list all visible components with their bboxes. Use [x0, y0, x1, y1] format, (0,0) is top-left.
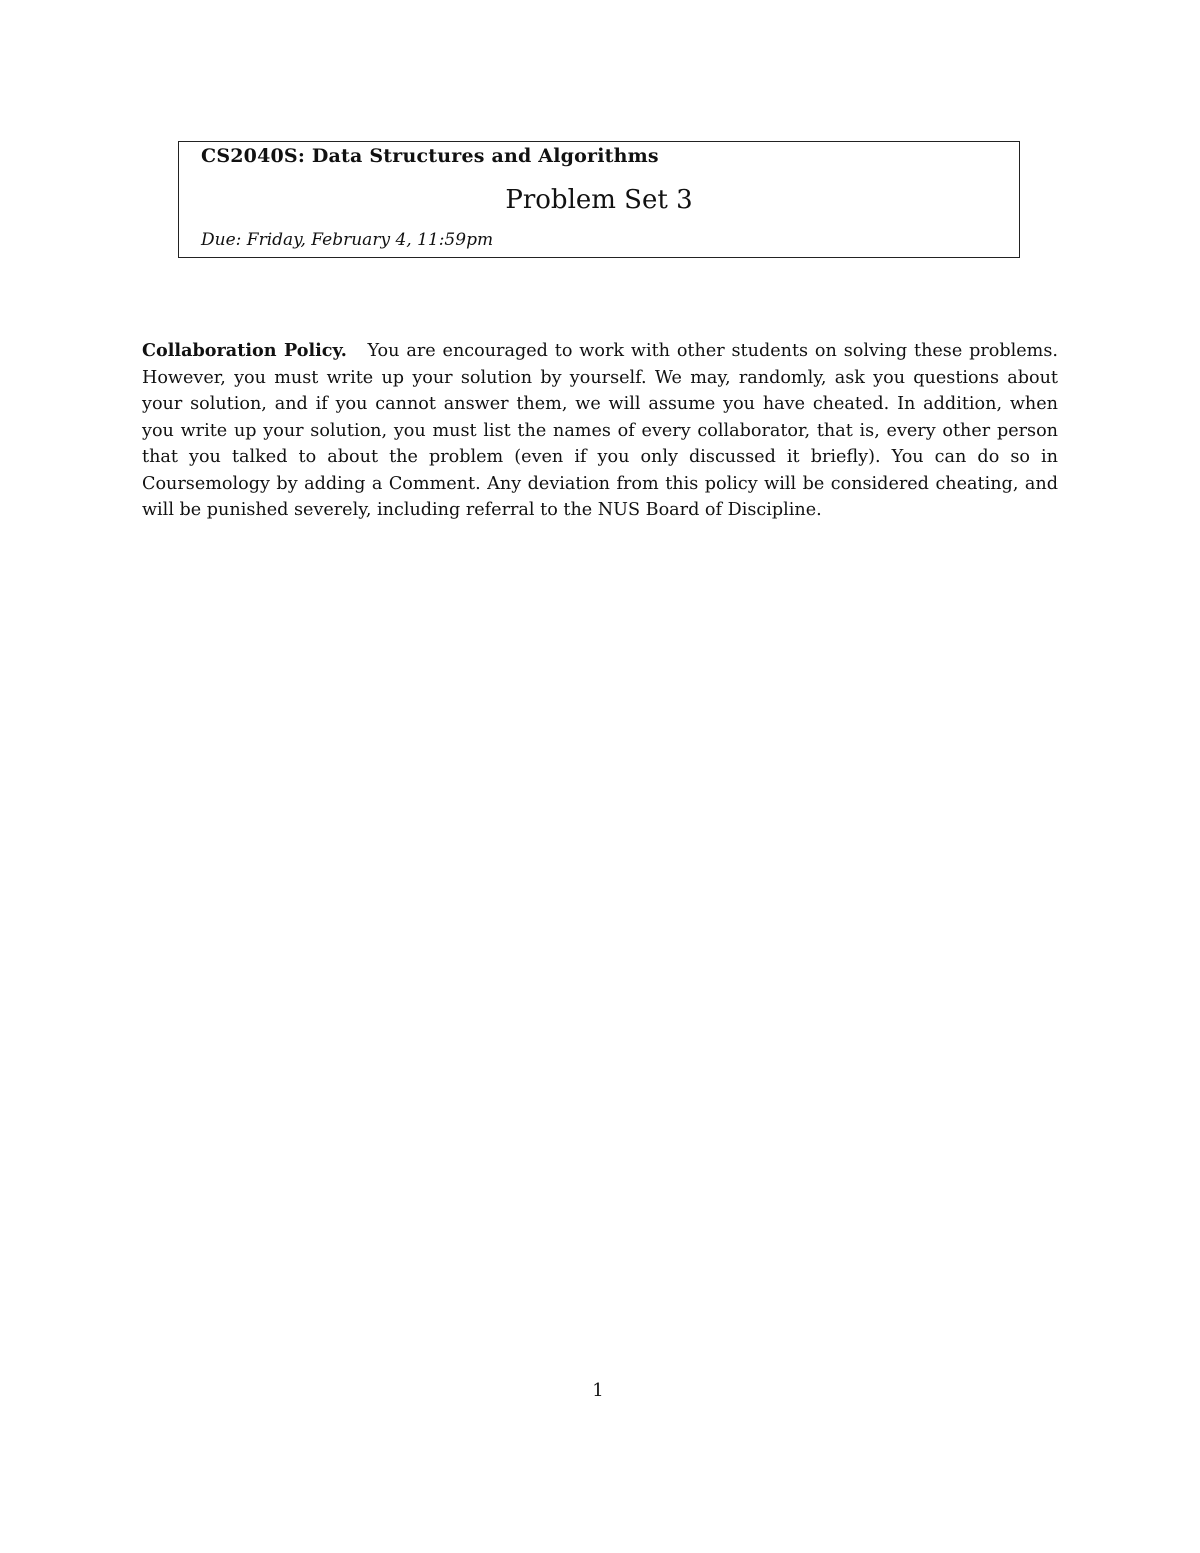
problem-set-title: Problem Set 3	[505, 185, 693, 215]
due-date: Due: Friday, February 4, 11:59pm	[201, 230, 494, 250]
collaboration-policy-body: You are encouraged to work with other students on solving these problems. However, you must write up your solution by yourself. We may, randomly, ask you questions about your solution, and if you cannot answer them, we will assume you have cheated. In addition, when you write up your solution, you must list the names of every collaborator, that is, every other person that you talked to about the problem (even if you only discussed it briefly). You can do so in Coursemology by adding a Comment. Any deviation from this policy will be considered cheating, and will be punished severely, including referral to the NUS Board of Discipline.	[142, 341, 1058, 520]
collaboration-policy-paragraph	[142, 338, 1058, 524]
page-number: 1	[592, 1380, 604, 1401]
course-title: CS2040S: Data Structures and Algorithms	[201, 145, 659, 167]
collaboration-policy-heading: Collaboration Policy.	[142, 340, 347, 361]
title-box	[178, 141, 1020, 258]
